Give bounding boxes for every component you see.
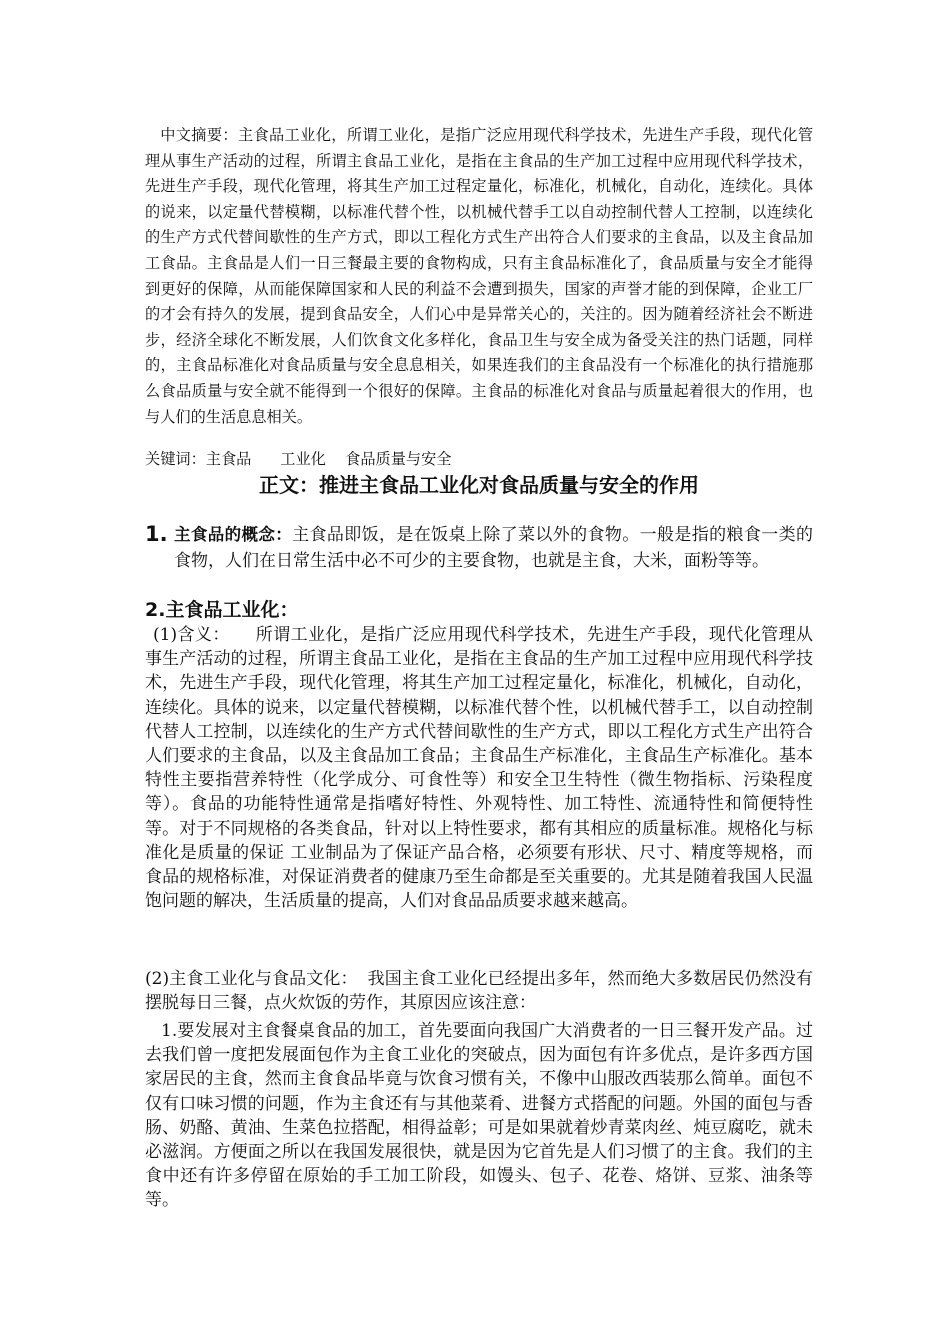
keywords-label: 关键词： [145, 450, 206, 468]
section-1-heading: 主食品的概念： [174, 525, 293, 544]
section-2-meaning-paragraph [145, 623, 813, 913]
abstract-text: 主食品工业化，所谓工业化，是指广泛应用现代科学技术，先进生产手段，现代化管理从事生产活动的过程，所谓主食品工业化，是指在主食品的生产加工过程中应用现代科学技术，先进生产手段，现代化管理，将其生产加工过程定量化，标准化，机械化，自动化，连续化。具体的说来，以定量代替模糊，以标准代替个性，以机械代替手工以自动控制代替人工控制，以连续化的生产方式代替间歇性的生产方式，即以工程化方式生产出符合人们要求的主食品，以及主食品加工食品。主食品是人们一日三餐最主要的食物构成，只有主食品标准化了，食品质量与安全才能得到更好的保障，从而能保障国家和人民的利益不会遭到损失，国家的声誉才能的到保障，企业工厂的才会有持久的发展，提到食品安全，人们心中是异常关心的，关注的。因为随着经济社会不断进步，经济全球化不断发展，人们饮食文化多样化，食品卫生与安全成为备受关注的热门话题，同样的，主食品标准化对食品质量与安全息息相关，如果连我们的主食品没有一个标准化的执行措施那么食品质量与安全就不能得到一个很好的保障。主食品的标准化对食品与质量起着很大的作用，也与人们的生活息息相关。 [145, 126, 814, 426]
keyword-item: 食品质量与安全 [345, 450, 452, 468]
section-2-title: 2.主食品工业化： [145, 599, 299, 621]
keywords-line [145, 448, 813, 470]
meaning-label: (1)含义： [153, 625, 230, 645]
abstract-paragraph [145, 123, 813, 430]
culture-label: (2)主食工业化与食品文化： [145, 969, 358, 989]
section-1 [145, 522, 813, 574]
abstract-label: 中文摘要： [160, 126, 238, 144]
keyword-item: 工业化 [280, 450, 326, 468]
keyword-item: 主食品 [205, 450, 252, 468]
section-2-culture-paragraph [145, 967, 813, 1015]
main-title: 正文：推进主食品工业化对食品质量与安全的作用 [259, 473, 699, 497]
section-1-body [174, 522, 813, 574]
point-1-text: 1.要发展对主食餐桌食品的加工，首先要面向我国广大消费者的一日三餐开发产品。过去我们曾一度把发展面包作为主食工业化的突破点，因为面包有许多优点，是许多西方国家居民的主食，然而主食食品毕竟与饮食习惯有关，不像中山服改西装那么简单。面包不仅有口味习惯的问题，作为主食还有与其他菜肴、进餐方式搭配的问题。外国的面包与香肠、奶酪、黄油、生菜色拉搭配，相得益彰；可是如果就着炒青菜肉丝、炖豆腐吃，就未必滋润。方便面之所以在我国发展很快，就是因为它首先是人们习惯了的主食。我们的主食中还有许多停留在原始的手工加工阶段，如馒头、包子、花卷、烙饼、豆浆、油条等等。 [145, 1021, 813, 1211]
meaning-text: 所谓工业化，是指广泛应用现代科学技术，先进生产手段，现代化管理从事生产活动的过程，所谓主食品工业化，是指在主食品的生产加工过程中应用现代科学技术，先进生产手段，现代化管理，将其生产加工过程定量化，标准化，机械化，自动化，连续化。具体的说来，以定量代替模糊，以标准代替个性，以机械代替手工，以自动控制代替人工控制，以连续化的生产方式代替间歇性的生产方式，即以工程化方式生产出符合人们要求的主食品，以及主食品加工食品；主食品生产标准化，主食品生产标准化。基本特性主要指营养特性（化学成分、可食性等）和安全卫生特性（微生物指标、污染程度等）。食品的功能特性通常是指嗜好特性、外观特性、加工特性、流通特性和简便特性等。对于不同规格的各类食品，针对以上特性要求，都有其相应的质量标准。规格化与标准化是质量的保证 工业制品为了保证产品合格，必须要有形状、尺寸、精度等规格，而食品的规格标准，对保证消费者的健康乃至生命都是至关重要的。尤其是随着我国人民温饱问题的解决，生活质量的提高，人们对食品品质要求越来越高。 [145, 625, 813, 912]
section-1-text: 主食品即饭，是在饭桌上除了菜以外的食物。一般是指的粮食一类的食物，人们在日常生活中必不可少的主要食物，也就是主食，大米，面粉等等。 [174, 525, 813, 571]
section-1-number: 1. [145, 522, 168, 546]
culture-text: 我国主食工业化已经提出多年，然而绝大多数居民仍然没有摆脱每日三餐，点火炊饭的劳作，其原因应该注意： [145, 969, 813, 1014]
section-2-point-1-paragraph [145, 1019, 813, 1213]
